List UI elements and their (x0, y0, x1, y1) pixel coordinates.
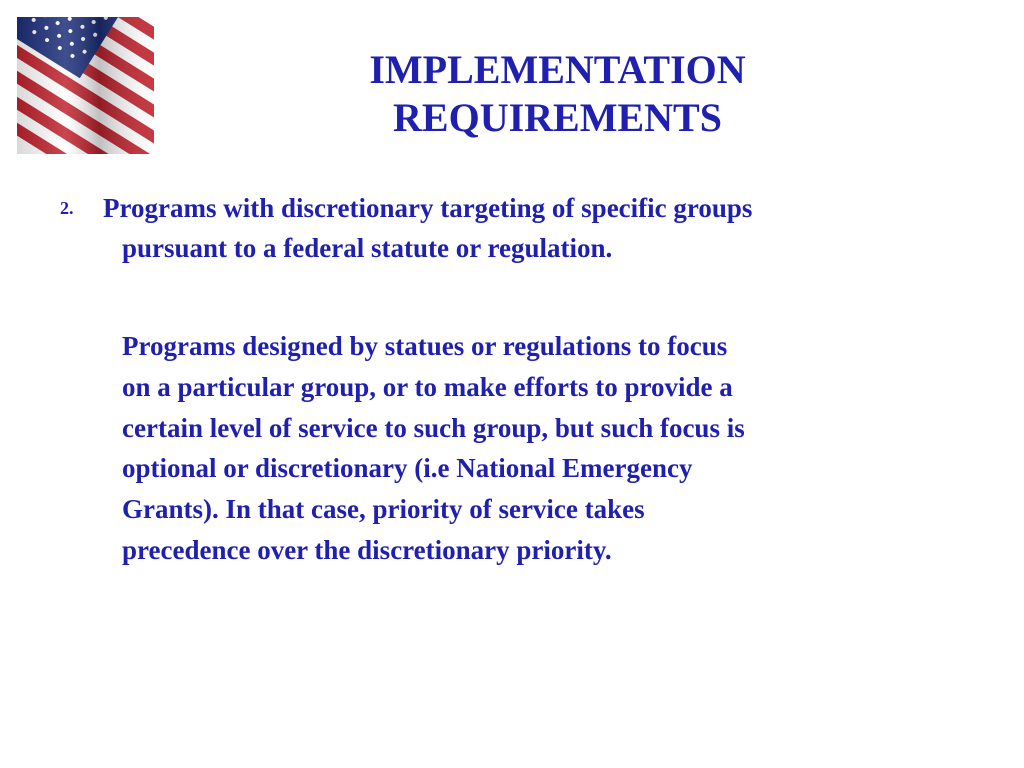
item-heading-line-2: pursuant to a federal statute or regulation. (122, 233, 613, 263)
item-body-paragraph (122, 326, 922, 571)
item-heading (103, 188, 963, 268)
body-line-6: precedence over the discretionary priority. (122, 534, 612, 565)
body-line-2: on a particular group, or to make efforts to provide a (122, 371, 733, 402)
slide-title-line-2: REQUIREMENTS (393, 95, 722, 140)
body-line-1: Programs designed by statues or regulations to focus (122, 331, 728, 361)
item-number: 2. (60, 198, 74, 218)
body-line-4: optional or discretionary (i.e National Emergency (122, 453, 693, 484)
body-line-3: certain level of service to such group, but such focus is (122, 412, 745, 443)
slide-title (290, 46, 825, 142)
american-flag-icon (17, 17, 154, 154)
body-line-5: Grants). In that case, priority of service takes (122, 494, 645, 525)
slide-title-line-1: IMPLEMENTATION (369, 47, 746, 92)
item-heading-line-1: Programs with discretionary targeting of specific groups (103, 193, 753, 223)
